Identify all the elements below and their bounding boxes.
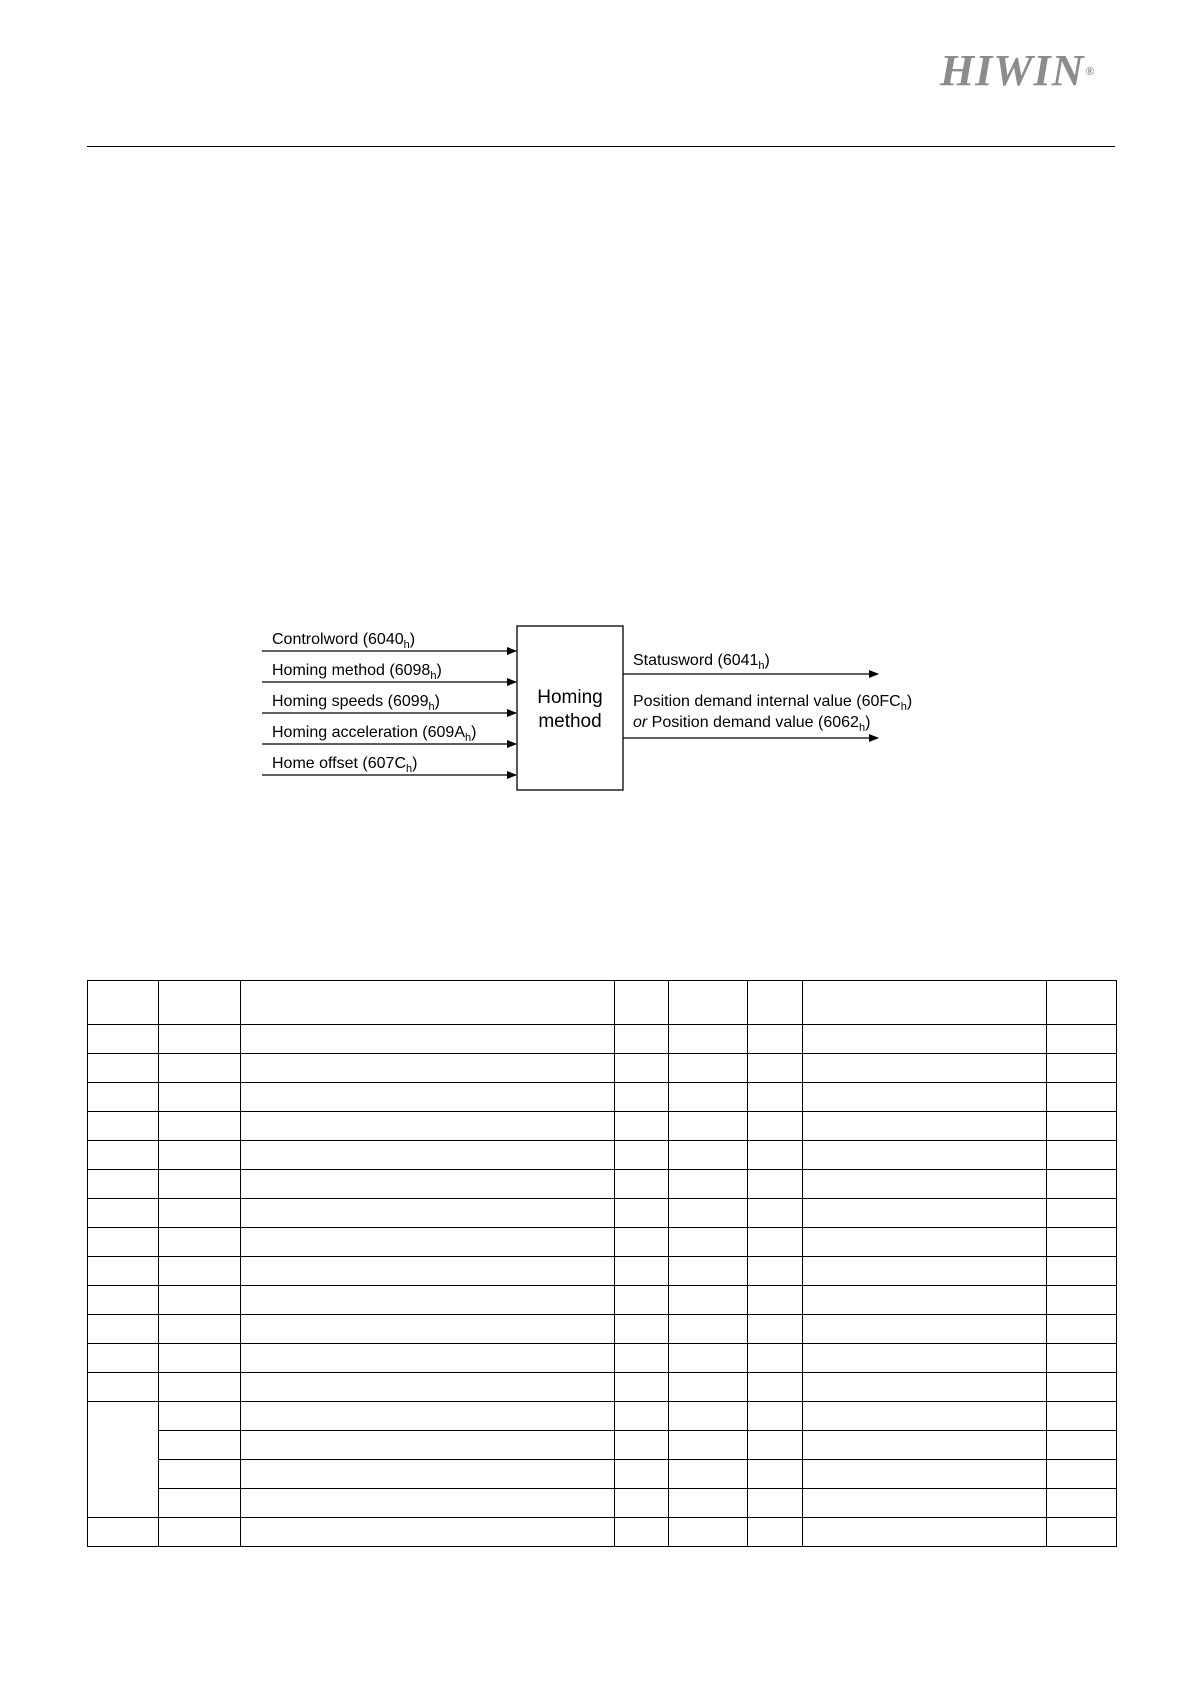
table-row [88, 1431, 1117, 1460]
object-table [87, 980, 1117, 1547]
input-label-homing-speeds: Homing speeds $(6099_h)$ [272, 693, 440, 713]
table-row [88, 1460, 1117, 1489]
table-row [88, 1344, 1117, 1373]
homing-block-diagram [250, 614, 950, 794]
table-row [88, 1257, 1117, 1286]
input-label-homing-method: Homing method $(6098_h)$ [272, 662, 442, 682]
table-header-row [88, 981, 1117, 1025]
table-row [88, 1402, 1117, 1431]
table-row [88, 1170, 1117, 1199]
table-row [88, 1054, 1117, 1083]
block-label-line1: Homing [537, 687, 603, 708]
table-row [88, 1489, 1117, 1518]
table-row [88, 1083, 1117, 1112]
output-label-position-demand: or Position demand value $(6062_h)$ [633, 714, 871, 734]
logo-text: HIWIN [940, 46, 1085, 95]
block-label-line2: method [538, 711, 602, 732]
input-label-controlword: Controlword $(6040_h)$ [272, 631, 416, 651]
homing-method-block [517, 626, 623, 790]
header-divider [87, 146, 1115, 147]
table-row [88, 1286, 1117, 1315]
table-row [88, 1199, 1117, 1228]
input-label-home-offset: Home offset $(607C_h)$ [272, 755, 418, 775]
hiwin-logo [940, 46, 1115, 96]
table-row [88, 1315, 1117, 1344]
table-row [88, 1025, 1117, 1054]
table-row [88, 1228, 1117, 1257]
table-row [88, 1373, 1117, 1402]
table-row [88, 1518, 1117, 1547]
registered-mark: ® [1085, 64, 1096, 78]
diagram-canvas [250, 614, 950, 794]
table-row [88, 1141, 1117, 1170]
input-label-homing-acceleration: Homing acceleration $(609A_h)$ [272, 724, 477, 744]
output-label-statusword: Statusword $(6041_h)$ [633, 652, 770, 672]
table-row [88, 1112, 1117, 1141]
output-label-position-internal: Position demand internal value $(60FC_h)$ [633, 693, 913, 713]
